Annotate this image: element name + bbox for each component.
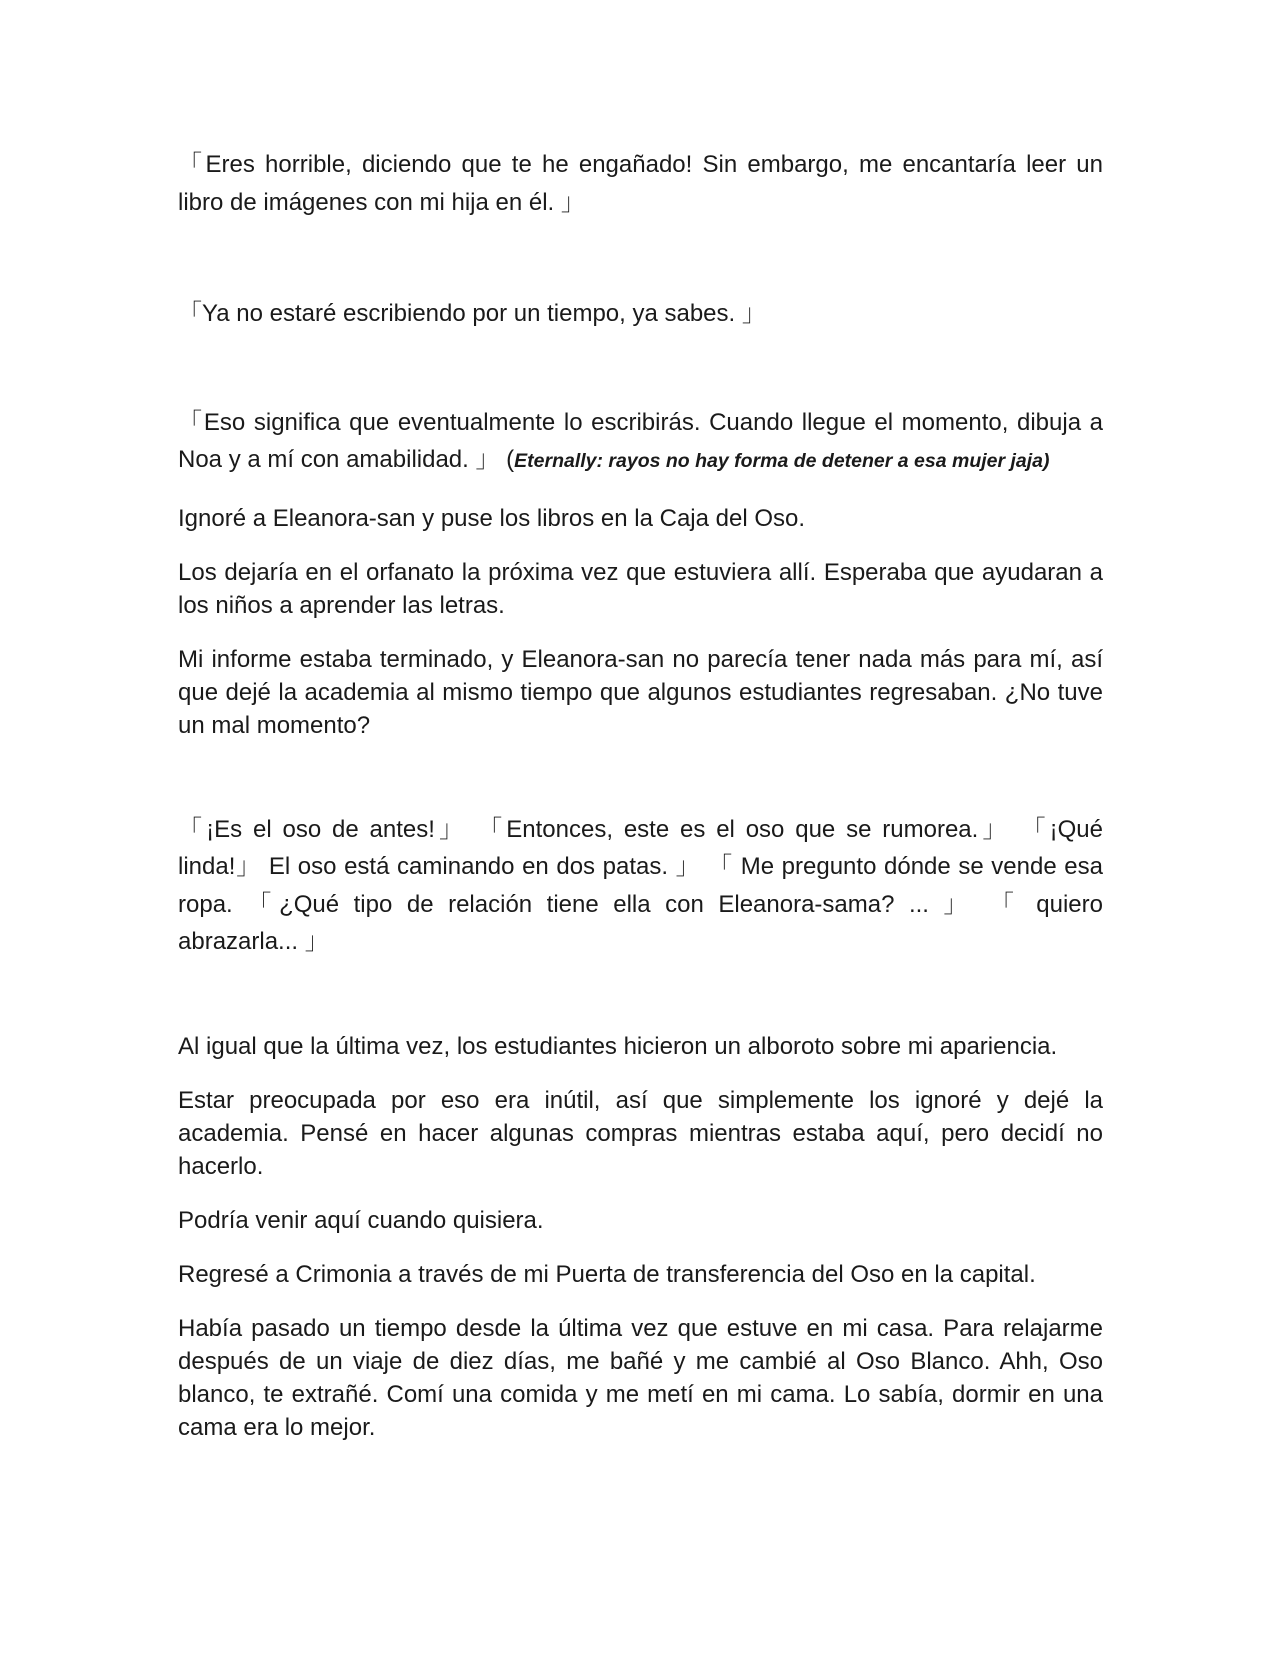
dialogue-paragraph: 「Ya no estaré escribiendo por un tiempo, ya sabes. 」: [178, 300, 766, 327]
narration-paragraph: Había pasado un tiempo desde la última vez que estuve en mi casa. Para relajarme después de un viaje de diez días, me bañé y me cambié al Oso Blanco. Ahh, Oso blanco, te extrañé. Comí una comida y me metí en mi cama. Lo sabía, dormir en una cama era lo mejor.: [178, 1314, 1103, 1441]
dialogue-paragraph-with-note: [178, 404, 1103, 481]
narration-paragraph: Los dejaría en el orfanato la próxima vez que estuviera allí. Esperaba que ayudaran a los niños a aprender las letras.: [178, 558, 1103, 619]
narration-paragraph: Regresé a Crimonia a través de mi Puerta de transferencia del Oso en la capital.: [178, 1260, 1036, 1288]
narration-paragraph: Podría venir aquí cuando quisiera.: [178, 1206, 544, 1234]
document-page: [178, 146, 1103, 1444]
translator-note: Eternally: rayos no hay forma de detener a esa mujer jaja): [514, 450, 1050, 472]
narration-paragraph: Mi informe estaba terminado, y Eleanora-san no parecía tener nada más para mí, así que dejé la academia al mismo tiempo que algunos estudiantes regresaban. ¿No tuve un mal momento?: [178, 645, 1103, 739]
narration-paragraph: Ignoré a Eleanora-san y puse los libros en la Caja del Oso.: [178, 504, 806, 532]
dialogue-paragraph: 「¡Es el oso de antes!」 「Entonces, este es el oso que se rumorea.」 「¡Qué linda!」 El oso está caminando en dos patas. 」 「 Me pregunto dónde se vende esa ropa. 「¿Qué tipo de relación tiene ella con Eleanora-sama? ... 」 「 quiero abrazarla... 」: [178, 815, 1103, 955]
dialogue-text: 「Eso significa que eventualmente lo escribirás. Cuando llegue el momento, dibuja a Noa y a mí con amabilidad. 」 (: [178, 408, 1103, 473]
narration-paragraph: Al igual que la última vez, los estudiantes hicieron un alboroto sobre mi apariencia.: [178, 1032, 1058, 1060]
narration-paragraph: Estar preocupada por eso era inútil, así que simplemente los ignoré y dejé la academia. Pensé en hacer algunas compras mientras estaba aquí, pero decidí no hacerlo.: [178, 1086, 1103, 1180]
dialogue-paragraph: 「Eres horrible, diciendo que te he engañado! Sin embargo, me encantaría leer un libro de imágenes con mi hija en él. 」: [178, 151, 1103, 216]
